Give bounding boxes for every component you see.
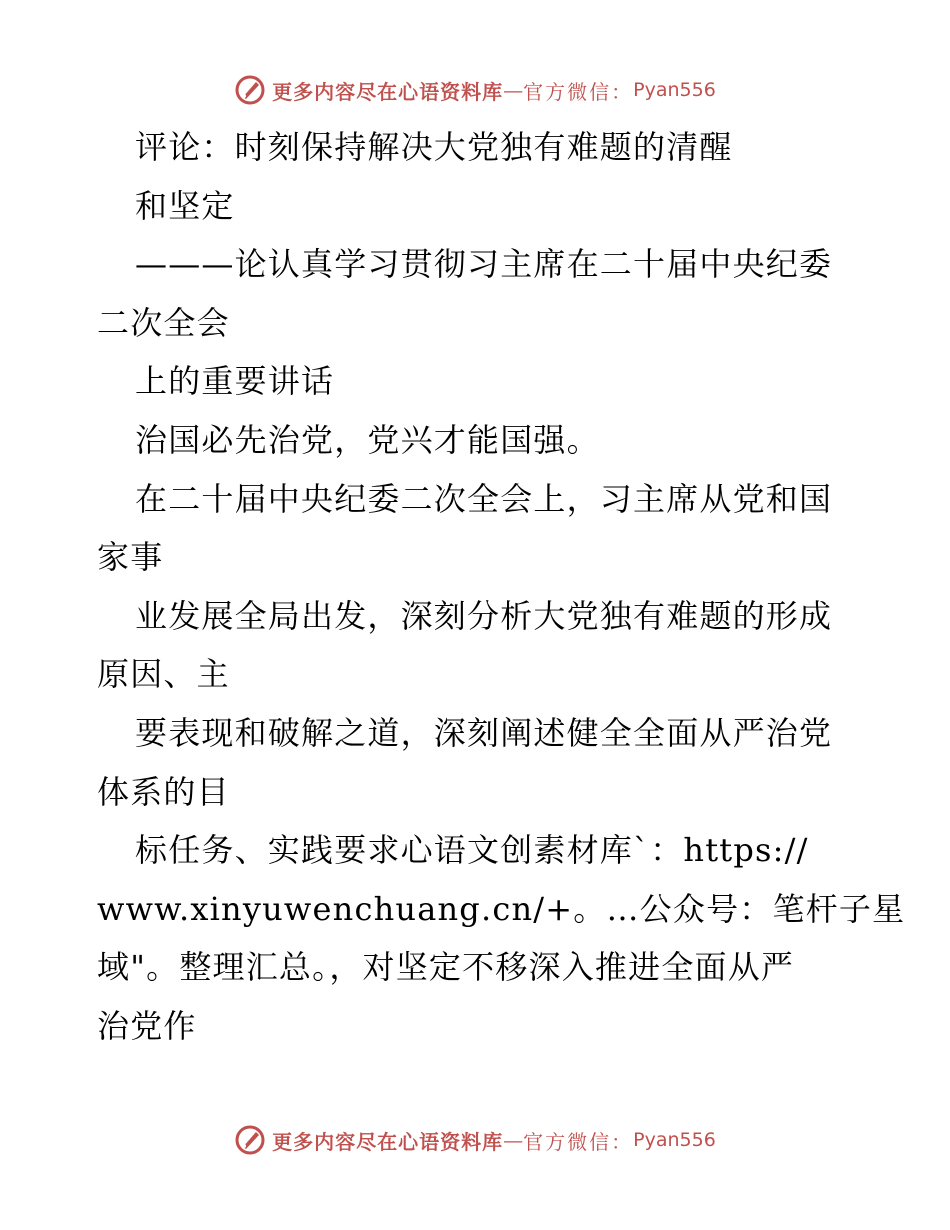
watermark-wechat-label: 官方微信： [523,1129,634,1154]
header-watermark [0,70,950,110]
watermark-wechat-label: 官方微信： [523,79,634,104]
paragraph-line: 要表现和破解之道，深刻阐述健全全面从严治党 [135,713,833,752]
subtitle-line-1: ———论认真学习贯彻习主席在二十届中央纪委 [135,245,833,284]
paragraph-line: 标任务、实践要求心语文创素材库`：https:// [135,831,809,870]
paragraph-line: 治党作 [97,1006,197,1045]
watermark-dash: — [503,1128,524,1152]
subtitle-line-2: 二次全会 [97,303,230,342]
watermark-main-text: 更多内容尽在心语资料库 [272,79,504,104]
watermark-main-text: 更多内容尽在心语资料库 [272,1129,504,1154]
footer-watermark [0,1120,950,1160]
subtitle-line-3: 上的重要讲话 [135,362,335,401]
paragraph-line: 在二十届中央纪委二次全会上，习主席从党和国 [135,479,833,518]
paragraph-line: 治国必先治党，党兴才能国强。 [135,420,600,459]
paragraph-line: 家事 [97,538,164,577]
pen-seal-icon [234,1124,266,1156]
watermark-wechat-id: Pyan556 [633,1129,716,1151]
paragraph-line: www.xinyuwenchuang.cn/+。…公众号：笔杆子星 [97,889,906,928]
pen-seal-icon [234,74,266,106]
paragraph-line: 业发展全局出发，深刻分析大党独有难题的形成 [135,596,833,635]
document-body [97,118,906,1056]
paragraph-line: 原因、主 [97,655,230,694]
watermark-dash: — [503,78,524,102]
paragraph-line: 域"。整理汇总。，对坚定不移深入推进全面从严 [97,948,795,987]
title-line-1: 评论：时刻保持解决大党独有难题的清醒 [135,128,733,166]
watermark-wechat-id: Pyan556 [633,79,716,101]
paragraph-line: 体系的目 [97,772,230,811]
title-line-2: 和坚定 [135,186,235,225]
